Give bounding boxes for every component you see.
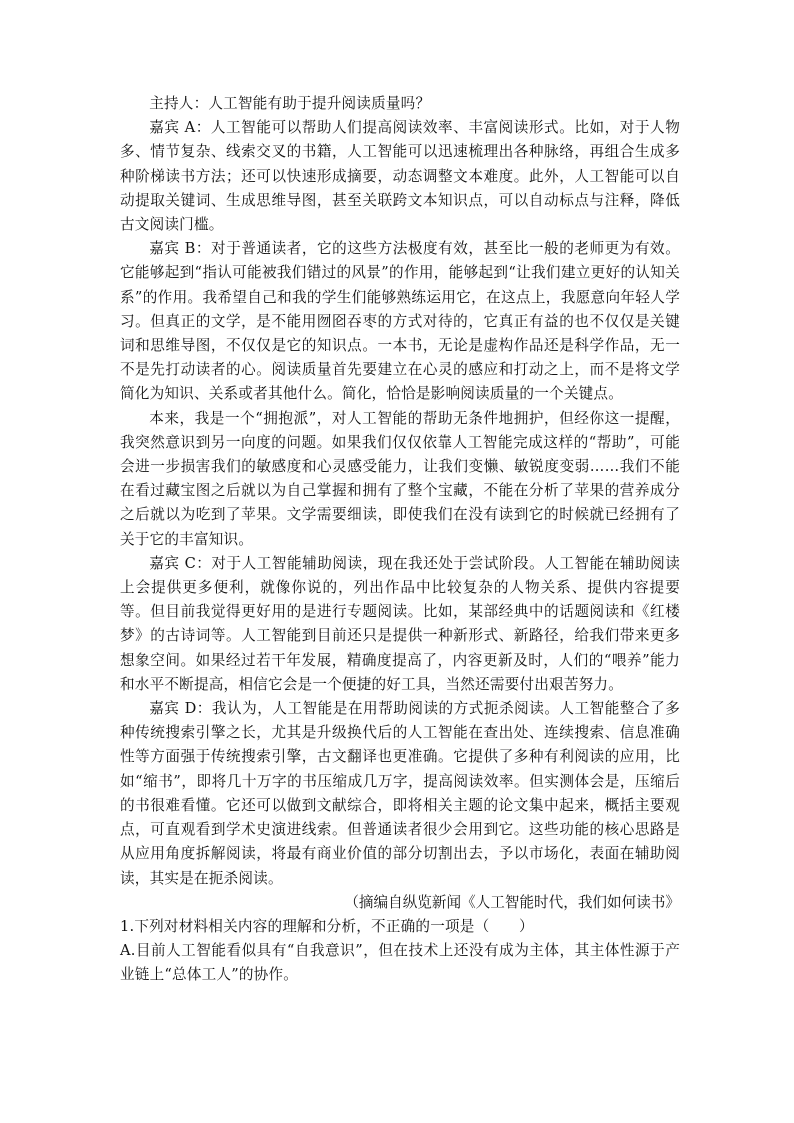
host-question: 主持人：人工智能有助于提升阅读质量吗？ bbox=[149, 95, 431, 112]
question-option-a: A.目前人工智能看似具有“自我意识”，但在技术上还没有成为主体，其主体性源于产业链上“总体工人”的协作。 bbox=[120, 942, 680, 984]
guest-b-paragraph: 嘉宾 B：对于普通读者，它的这些方法极度有效，甚至比一般的老师更为有效。它能够起到“指认可能被我们错过的风景”的作用，能够起到“让我们建立更好的认知关系”的作用。我希望自己和我的学生们能够熟练运用它，在这点上，我愿意向年轻人学习。但真正的文学，是不能用囫囵吞枣的方式对待的，它真正有益的也不仅仅是关键词和思维导图，不仅仅是它的知识点。一本书，无论是虚构作品还是科学作品，无一不是先打动读者的心。阅读质量首先要建立在心灵的感应和打动之上，而不是将文学简化为知识、关系或者其他什么。简化，恰恰是影响阅读质量的一个关键点。 bbox=[120, 240, 680, 403]
guest-b-continued-paragraph: 本来，我是一个“拥抱派”，对人工智能的帮助无条件地拥护，但经你这一提醒，我突然意识到另一向度的问题。如果我们仅仅依靠人工智能完成这样的“帮助”，可能会进一步损害我们的敏感度和心灵感受能力，让我们变懒、敏锐度变弱……我们不能在看过藏宝图之后就以为自己掌握和拥有了整个宝藏，不能在分析了苹果的营养成分之后就以为吃到了苹果。文学需要细读，即使我们在没有读到它的时候就已经拥有了关于它的丰富知识。 bbox=[120, 409, 680, 548]
guest-c-paragraph: 嘉宾 C：对于人工智能辅助阅读，现在我还处于尝试阶段。人工智能在辅助阅读上会提供更多便利，就像你说的，列出作品中比较复杂的人物关系、提供内容提要等。但目前我觉得更好用的是进行专题阅读。比如，某部经典中的话题阅读和《红楼梦》的古诗词等。人工智能到目前还只是提供一种新形式、新路径，给我们带来更多想象空间。如果经过若干年发展，精确度提高了，内容更新及时，人们的“喂养”能力和水平不断提高，相信它会是一个便捷的好工具，当然还需要付出艰苦努力。 bbox=[120, 554, 680, 693]
source-citation: （摘编自纵览新闻《人工智能时代，我们如何读书》 bbox=[344, 893, 680, 911]
document-page bbox=[120, 92, 680, 988]
guest-a-paragraph: 嘉宾 A：人工智能可以帮助人们提高阅读效率、丰富阅读形式。比如，对于人物多、情节复杂、线索交叉的书籍，人工智能可以迅速梳理出各种脉络，再组合生成多种阶梯读书方法；还可以快速形成摘要，动态调整文本难度。此外，人工智能可以自动提取关键词、生成思维导图，甚至关联跨文本知识点，可以自动标点与注释，降低古文阅读门槛。 bbox=[120, 119, 680, 234]
question-stem: 1.下列对材料相关内容的理解和分析，不正确的一项是（ ） bbox=[120, 917, 534, 935]
guest-d-paragraph: 嘉宾 D：我认为，人工智能是在用帮助阅读的方式扼杀阅读。人工智能整合了多种传统搜索引擎之长，尤其是升级换代后的人工智能在查出处、连续搜索、信息准确性等方面强于传统搜索引擎，古文翻译也更准确。它提供了多种有利阅读的应用，比如“缩书”，即将几十万字的书压缩成几万字，提高阅读效率。但实测体会是，压缩后的书很难看懂。它还可以做到文献综合，即将相关主题的论文集中起来，概括主要观点，可直观看到学术史演进线索。但普通读者很少会用到它。这些功能的核心思路是从应用角度拆解阅读，将最有商业价值的部分切割出去，予以市场化，表面在辅助阅读，其实是在扼杀阅读。 bbox=[120, 700, 680, 887]
